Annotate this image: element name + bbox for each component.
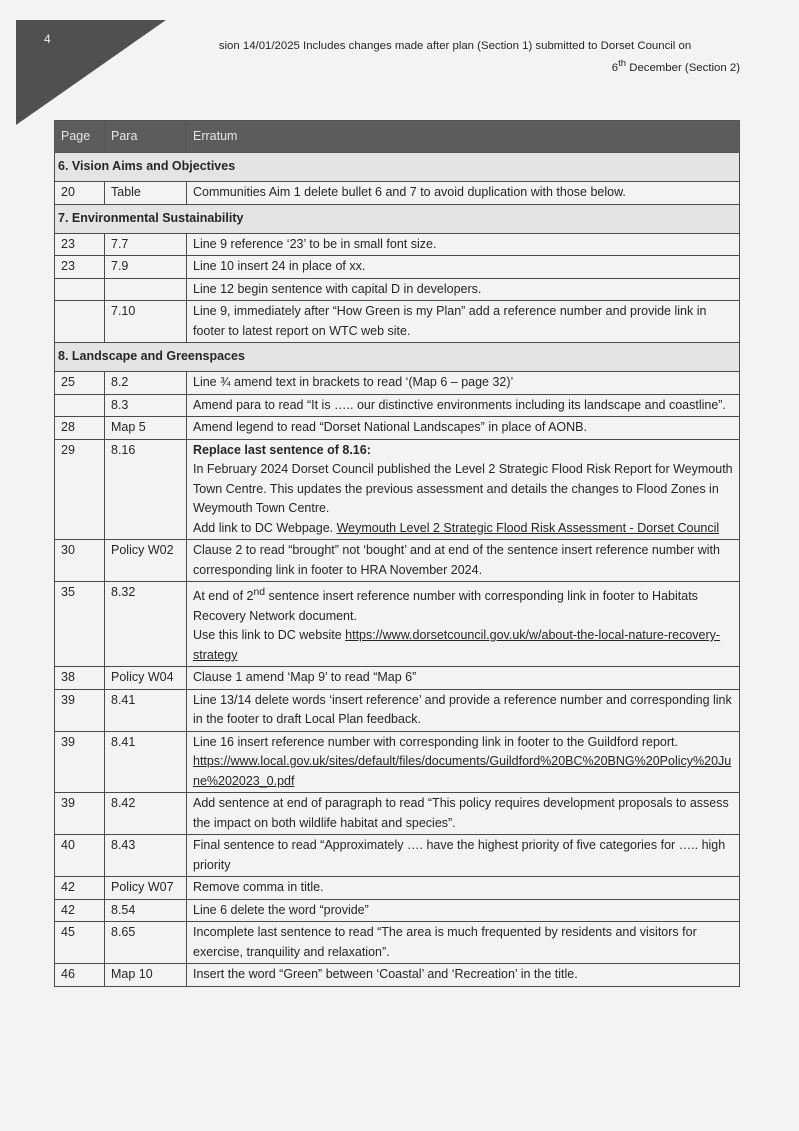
header-erratum: Erratum: [187, 121, 740, 153]
cell-para: 8.2: [105, 372, 187, 395]
cell-para: 8.41: [105, 689, 187, 731]
cell-page: [55, 394, 105, 417]
erratum-text: Line 16 insert reference number with corresponding link in footer to the Guildford report.: [193, 734, 678, 749]
cell-para: 8.41: [105, 731, 187, 793]
cell-page: 42: [55, 877, 105, 900]
section-title: 6. Vision Aims and Objectives: [55, 153, 740, 182]
table-row: [55, 417, 740, 440]
table-row: [55, 439, 740, 540]
cell-para: 7.9: [105, 256, 187, 279]
cell-para: Map 10: [105, 964, 187, 987]
header-line-2: [150, 55, 740, 77]
table-row: [55, 667, 740, 690]
erratum-text-2: Use this link to DC website: [193, 628, 346, 643]
erratum-sup: nd: [253, 587, 266, 598]
cell-page: [55, 301, 105, 343]
erratum-text-2: Add link to DC Webpage.: [193, 520, 337, 535]
erratum-link[interactable]: https://www.dorsetcouncil.gov.uk/w/about-the-local-nature-recovery-strategy: [193, 628, 721, 662]
cell-erratum: Remove comma in title.: [187, 877, 740, 900]
table-row: [55, 899, 740, 922]
cell-para: 8.42: [105, 793, 187, 835]
cell-erratum: Line 6 delete the word “provide”: [187, 899, 740, 922]
cell-page: 39: [55, 689, 105, 731]
cell-page: 29: [55, 439, 105, 540]
cell-para: Policy W02: [105, 540, 187, 582]
cell-para: 8.32: [105, 582, 187, 667]
cell-page: 20: [55, 182, 105, 205]
header-line-1: sion 14/01/2025 Includes changes made after plan (Section 1) submitted to Dorset Council on: [218, 40, 692, 52]
header-line-2-sup: th: [618, 58, 627, 69]
cell-para: 8.54: [105, 899, 187, 922]
header-line-2-post: December (Section 2): [626, 61, 740, 74]
cell-para: 7.7: [105, 233, 187, 256]
cell-page: 42: [55, 899, 105, 922]
table-row: [55, 278, 740, 301]
table-row: [55, 964, 740, 987]
cell-erratum: Clause 1 amend ‘Map 9’ to read “Map 6”: [187, 667, 740, 690]
table-row: [55, 922, 740, 964]
cell-erratum: Incomplete last sentence to read “The area is much frequented by residents and visitors for exercise, tranquility and relaxation”.: [187, 922, 740, 964]
cell-page: 30: [55, 540, 105, 582]
cell-para: 8.16: [105, 439, 187, 540]
cell-page: 46: [55, 964, 105, 987]
erratum-heading: Replace last sentence of 8.16:: [193, 442, 371, 457]
document-header: [150, 38, 740, 77]
cell-erratum: Amend para to read “It is ….. our distinctive environments including its landscape and coastline”.: [187, 394, 740, 417]
erratum-link[interactable]: Weymouth Level 2 Strategic Flood Risk Assessment - Dorset Council: [336, 520, 720, 535]
cell-erratum: [187, 731, 740, 793]
cell-page: 39: [55, 731, 105, 793]
erratum-link[interactable]: https://www.local.gov.uk/sites/default/files/documents/Guildford%20BC%20BNG%20Policy%20June%202023_0.pdf: [193, 754, 732, 788]
cell-para: Policy W07: [105, 877, 187, 900]
cell-para: 8.65: [105, 922, 187, 964]
cell-page: 35: [55, 582, 105, 667]
erratum-link-line: [193, 626, 733, 665]
cell-para: 8.3: [105, 394, 187, 417]
table-row: [55, 372, 740, 395]
table-row: [55, 582, 740, 667]
cell-erratum: Add sentence at end of paragraph to read “This policy requires development proposals to assess the impact on both wildlife habitat and species”.: [187, 793, 740, 835]
header-page: Page: [55, 121, 105, 153]
cell-erratum: Insert the word “Green” between ‘Coastal’ and ‘Recreation’ in the title.: [187, 964, 740, 987]
page-number: 4: [44, 32, 51, 46]
table-row: [55, 835, 740, 877]
cell-erratum: Amend legend to read “Dorset National Landscapes” in place of AONB.: [187, 417, 740, 440]
cell-page: 28: [55, 417, 105, 440]
cell-page: 40: [55, 835, 105, 877]
erratum-text: In February 2024 Dorset Council published the Level 2 Strategic Flood Risk Report for Weymouth Town Centre. This updates the previous assessment and details the changes to Flood Zones in Weymouth Town Centre.: [193, 462, 733, 515]
table-row: [55, 877, 740, 900]
table-row: [55, 731, 740, 793]
section-title: 7. Environmental Sustainability: [55, 204, 740, 233]
cell-page: 25: [55, 372, 105, 395]
cell-para: Policy W04: [105, 667, 187, 690]
cell-erratum: Final sentence to read “Approximately …. have the highest priority of five categories for ….. high priority: [187, 835, 740, 877]
cell-page: [55, 278, 105, 301]
page-corner-tab: [16, 20, 166, 125]
table-row: [55, 689, 740, 731]
cell-para: Table: [105, 182, 187, 205]
errata-table: [54, 120, 740, 987]
table-row: [55, 540, 740, 582]
erratum-text: [193, 583, 733, 626]
cell-erratum: Line 10 insert 24 in place of xx.: [187, 256, 740, 279]
table-row: [55, 233, 740, 256]
cell-para: 7.10: [105, 301, 187, 343]
cell-erratum: Line 12 begin sentence with capital D in developers.: [187, 278, 740, 301]
section-title: 8. Landscape and Greenspaces: [55, 343, 740, 372]
cell-para: 8.43: [105, 835, 187, 877]
section-row: [55, 343, 740, 372]
table-row: [55, 256, 740, 279]
cell-page: 45: [55, 922, 105, 964]
table-row: [55, 182, 740, 205]
cell-erratum: Line 9, immediately after “How Green is my Plan” add a reference number and provide link in footer to latest report on WTC web site.: [187, 301, 740, 343]
cell-erratum: Clause 2 to read “brought” not ‘bought’ and at end of the sentence insert reference number with corresponding link in footer to HRA November 2024.: [187, 540, 740, 582]
erratum-link-line: [193, 519, 733, 539]
table-row: [55, 301, 740, 343]
table-row: [55, 793, 740, 835]
cell-para: [105, 278, 187, 301]
section-row: [55, 204, 740, 233]
cell-page: 23: [55, 256, 105, 279]
cell-page: 38: [55, 667, 105, 690]
cell-erratum: [187, 439, 740, 540]
cell-erratum: Line ¾ amend text in brackets to read ‘(Map 6 – page 32)’: [187, 372, 740, 395]
cell-erratum: Line 9 reference ‘23’ to be in small font size.: [187, 233, 740, 256]
erratum-text-pre: At end of 2: [193, 589, 254, 604]
cell-page: 23: [55, 233, 105, 256]
table-header-row: [55, 121, 740, 153]
section-row: [55, 153, 740, 182]
cell-erratum: Line 13/14 delete words ‘insert reference’ and provide a reference number and corresponding link in the footer to draft Local Plan feedback.: [187, 689, 740, 731]
cell-erratum: Communities Aim 1 delete bullet 6 and 7 to avoid duplication with those below.: [187, 182, 740, 205]
cell-erratum: [187, 582, 740, 667]
header-line-2-pre: 6: [611, 61, 619, 74]
table-row: [55, 394, 740, 417]
erratum-text-post: sentence insert reference number with corresponding link in footer to Habitats Recovery Network document.: [193, 589, 698, 623]
cell-page: 39: [55, 793, 105, 835]
cell-para: Map 5: [105, 417, 187, 440]
header-para: Para: [105, 121, 187, 153]
